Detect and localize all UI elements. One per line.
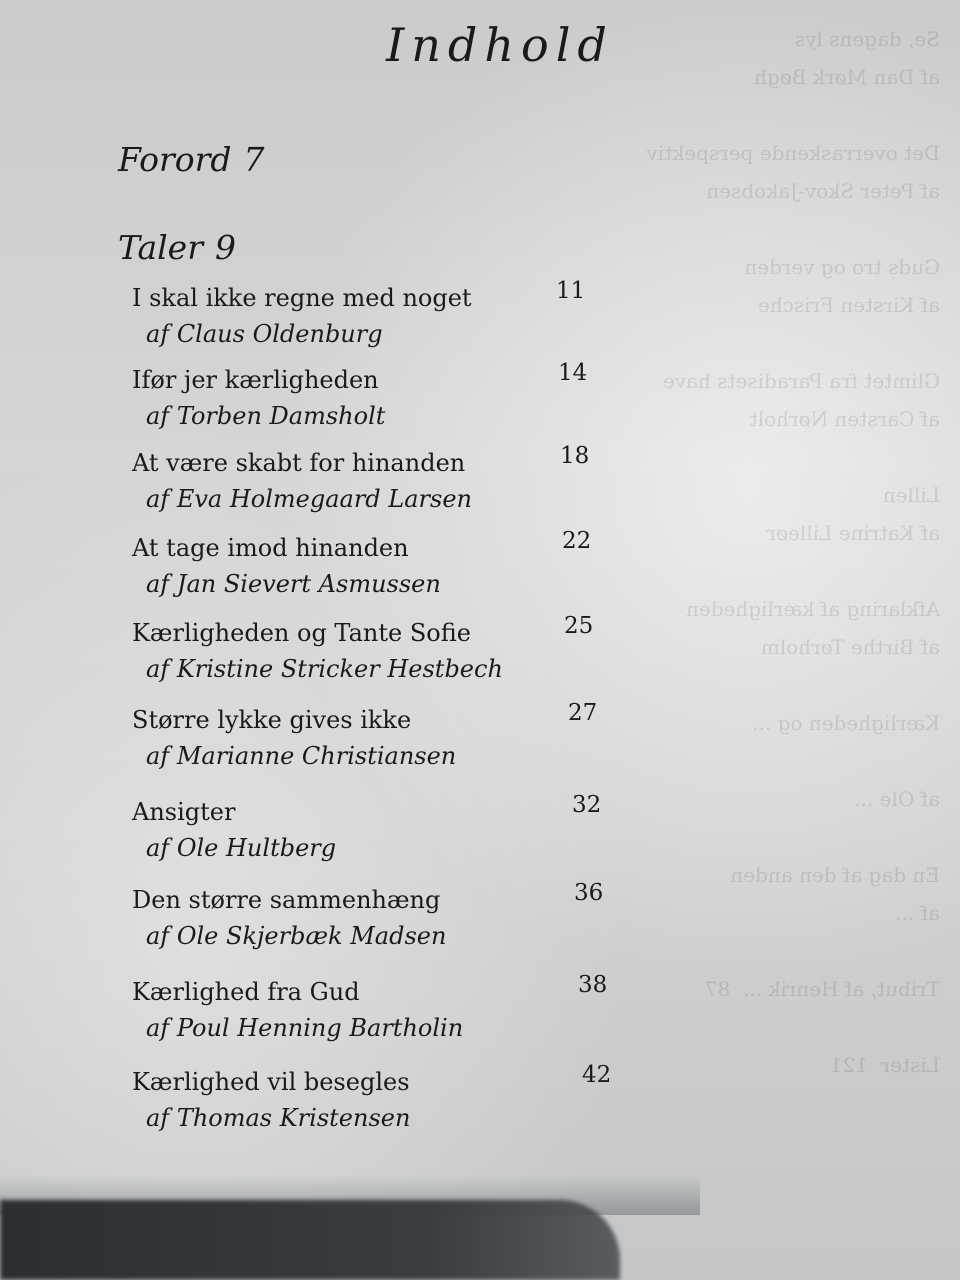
toc-entry <box>132 700 652 786</box>
toc-entry <box>132 880 652 966</box>
entry-title: At være skabt for hinanden <box>132 449 466 477</box>
entry-page-number: 22 <box>562 528 592 554</box>
entry-page-number: 27 <box>568 700 598 726</box>
entry-page-number: 42 <box>582 1062 612 1088</box>
toc-entry <box>132 443 652 529</box>
toc-entry <box>132 792 652 878</box>
entry-title: Ifør jer kærligheden <box>132 366 379 394</box>
toc-entry <box>132 528 652 614</box>
entry-title: Kærligheden og Tante Sofie <box>132 619 471 647</box>
entry-page-number: 18 <box>560 443 590 469</box>
entry-title: I skal ikke regne med noget <box>132 284 472 312</box>
entry-author: af Torben Damsholt <box>146 402 386 430</box>
entry-author: af Marianne Christiansen <box>146 742 457 770</box>
entry-author: af Claus Oldenburg <box>146 320 383 348</box>
entry-author: af Kristine Stricker Hestbech <box>146 655 503 683</box>
entry-title: Større lykke gives ikke <box>132 706 412 734</box>
toc-entry <box>132 278 652 364</box>
section-label: Forord <box>118 140 232 179</box>
entry-page-number: 25 <box>564 613 594 639</box>
entry-page-number: 38 <box>578 972 608 998</box>
entry-title: At tage imod hinanden <box>132 534 409 562</box>
entry-page-number: 11 <box>556 278 586 304</box>
entry-author: af Poul Henning Bartholin <box>146 1014 464 1042</box>
entry-page-number: 32 <box>572 792 602 818</box>
entry-author: af Thomas Kristensen <box>146 1104 411 1132</box>
page-title: Indhold <box>386 18 614 72</box>
entry-title: Ansigter <box>132 798 236 826</box>
entry-page-number: 36 <box>574 880 604 906</box>
hand-shadow <box>0 1200 620 1280</box>
entry-author: af Eva Holmegaard Larsen <box>146 485 472 513</box>
entry-title: Kærlighed fra Gud <box>132 978 360 1006</box>
entry-title: Kærlighed vil besegles <box>132 1068 410 1096</box>
entry-title: Den større sammenhæng <box>132 886 441 914</box>
show-through-text: Se, dagens lys af Dan Mørk Bøgh Det overraskende perspektiv af Peter Skov-Jakobsen Guds tro og verden af Kirsten Frische Glimtet fra Paradisets have af Carsten Nørholt Lillen af Katrine Lilleør Afklaring af kærligheden af Birthe Tørholm Kærligheden og ... af Ole ... En dag af den anden af ... Tribut, af Henrik ... 87 Lister 121 <box>646 27 940 1077</box>
toc-entry <box>132 613 652 699</box>
section-taler <box>118 228 236 267</box>
entry-author: af Ole Skjerbæk Madsen <box>146 922 447 950</box>
toc-entry <box>132 360 652 446</box>
section-page-number: 7 <box>243 140 265 179</box>
entry-page-number: 14 <box>558 360 588 386</box>
section-page-number: 9 <box>214 228 236 267</box>
entry-author: af Jan Sievert Asmussen <box>146 570 441 598</box>
section-label: Taler <box>118 228 203 267</box>
section-forord <box>118 140 265 179</box>
entry-author: af Ole Hultberg <box>146 834 337 862</box>
toc-entry <box>132 972 652 1058</box>
toc-entry <box>132 1062 652 1148</box>
